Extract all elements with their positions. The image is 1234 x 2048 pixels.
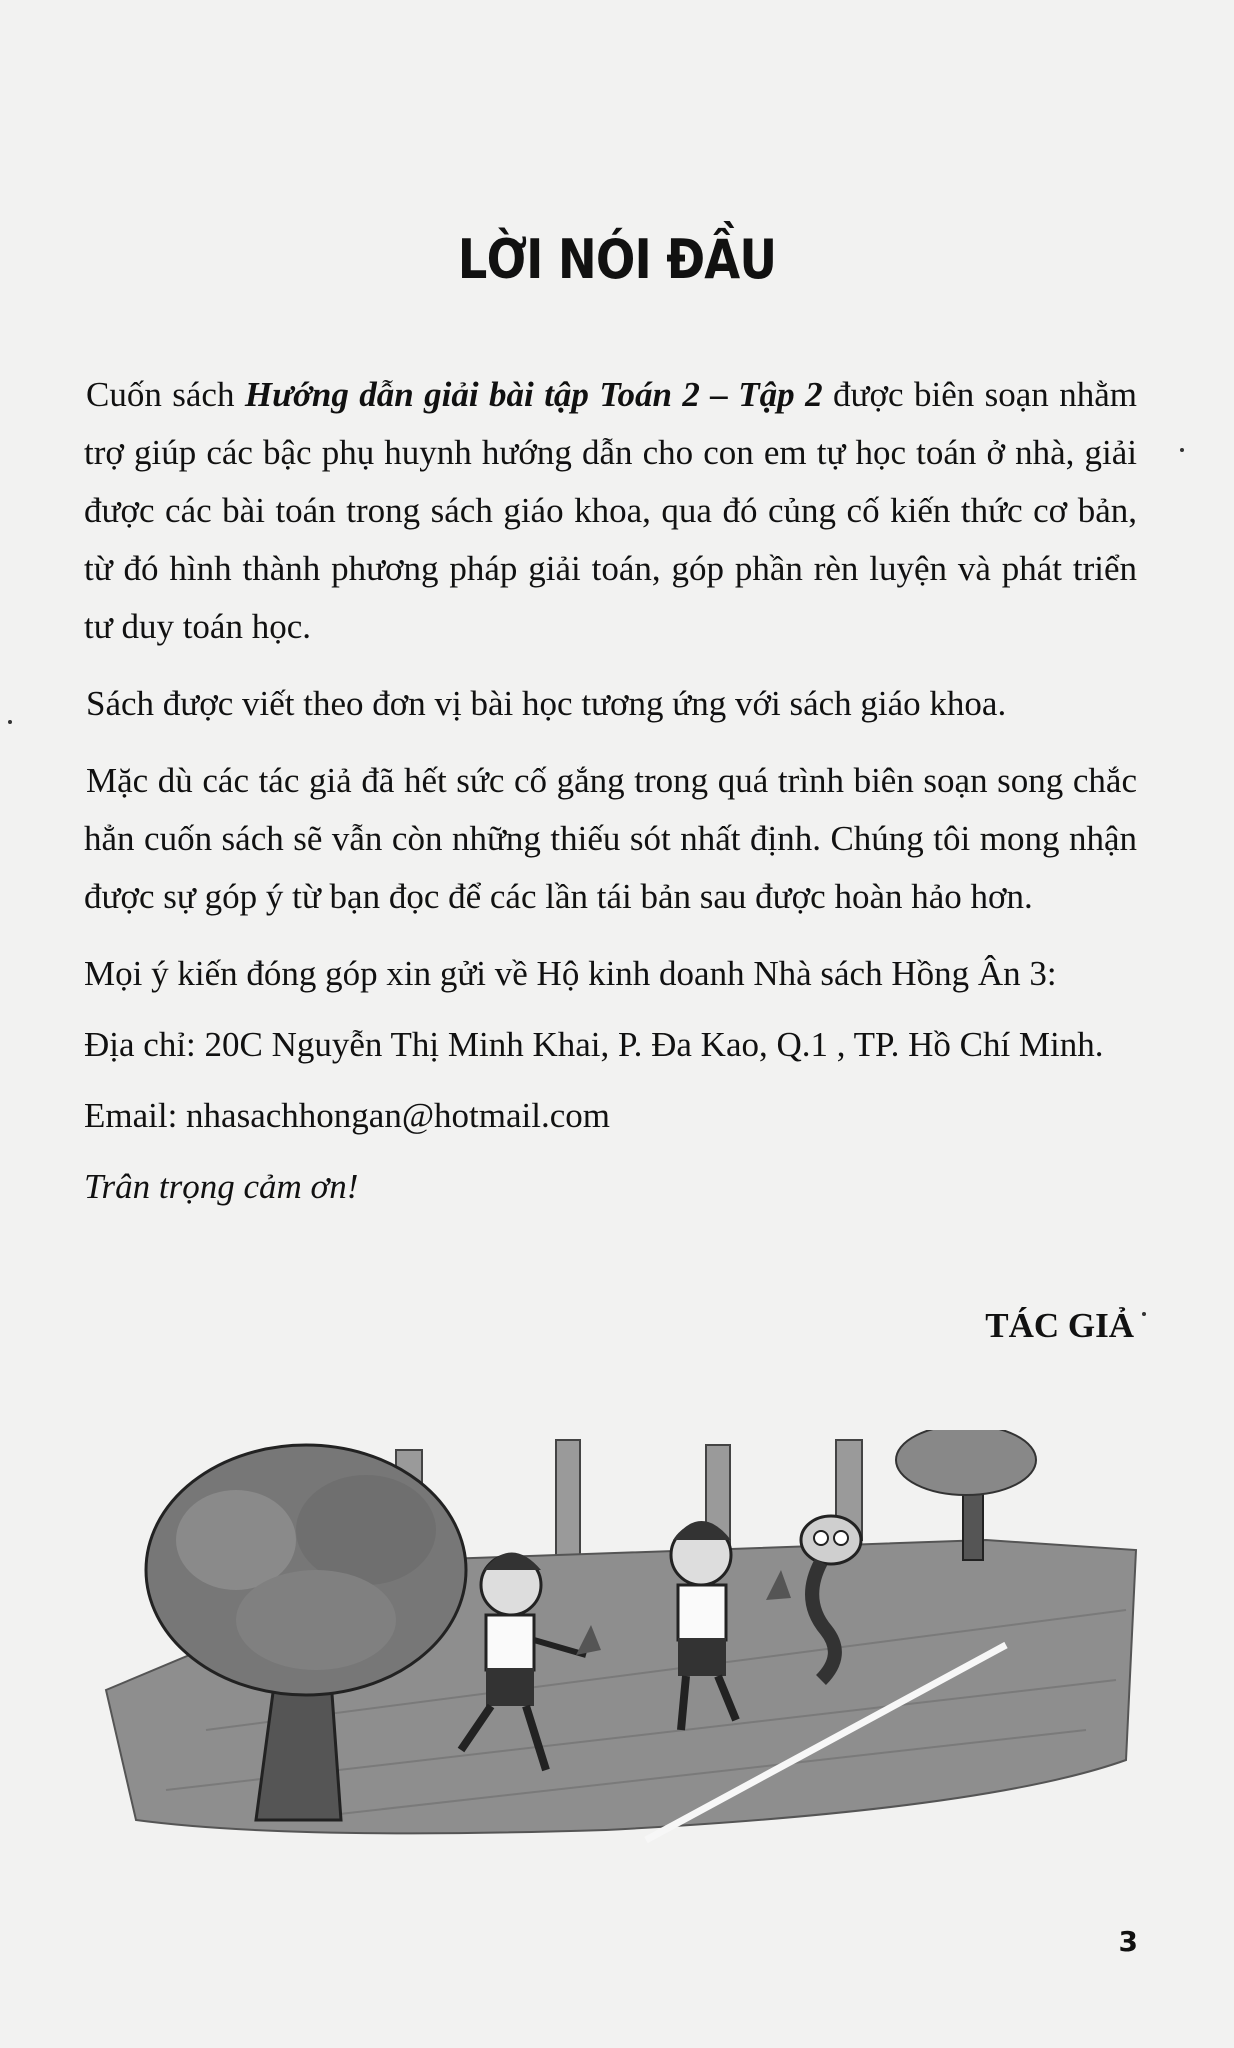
paragraph-apology: Mặc dù các tác giả đã hết sức cố gắng trong quá trình biên soạn song chắc hẳn cuốn sách sẽ vẫn còn những thiếu sót nhất định. Chúng tôi mong nhận được sự góp ý từ bạn đọc để các lần tái bản sau được hoàn hảo hơn.: [84, 761, 1137, 916]
small-tree: [896, 1430, 1036, 1560]
paragraph-intro-start: Cuốn sách: [86, 375, 245, 414]
author-signature: TÁC GIẢ: [985, 1306, 1134, 1345]
children-planting-trees-illustration: [86, 1430, 1142, 1850]
paragraph-structure: Sách được viết theo đơn vị bài học tương ứng với sách giáo khoa.: [86, 684, 1007, 723]
book-title: Hướng dẫn giải bài tập Toán 2 – Tập 2: [244, 375, 823, 414]
paragraph-intro: [84, 366, 1137, 656]
contact-intro: Mọi ý kiến đóng góp xin gửi về Hộ kinh doanh Nhà sách Hồng Ân 3:: [84, 954, 1057, 993]
page-title: LỜI NÓI ĐẦU: [457, 228, 777, 291]
scan-dot: [8, 720, 12, 724]
preface-body: [84, 366, 1137, 1229]
contact-address: Địa chỉ: 20C Nguyễn Thị Minh Khai, P. Đa Kao, Q.1 , TP. Hồ Chí Minh.: [84, 1025, 1104, 1064]
contact-email: Email: nhasachhongan@hotmail.com: [84, 1096, 610, 1135]
paragraph-intro-rest: được biên soạn nhằm trợ giúp các bậc phụ huynh hướng dẫn cho con em tự học toán ở nhà, giải được các bài toán trong sách giáo khoa, qua đó củng cố kiến thức cơ bản, từ đó hình thành phương pháp giải toán, góp phần rèn luyện và phát triển tư duy toán học.: [84, 375, 1137, 646]
thanks-line: Trân trọng cảm ơn!: [84, 1167, 359, 1206]
scan-dot: [1180, 448, 1184, 452]
scan-dot: [1142, 1312, 1146, 1316]
page-number: 3: [1118, 1925, 1138, 1958]
